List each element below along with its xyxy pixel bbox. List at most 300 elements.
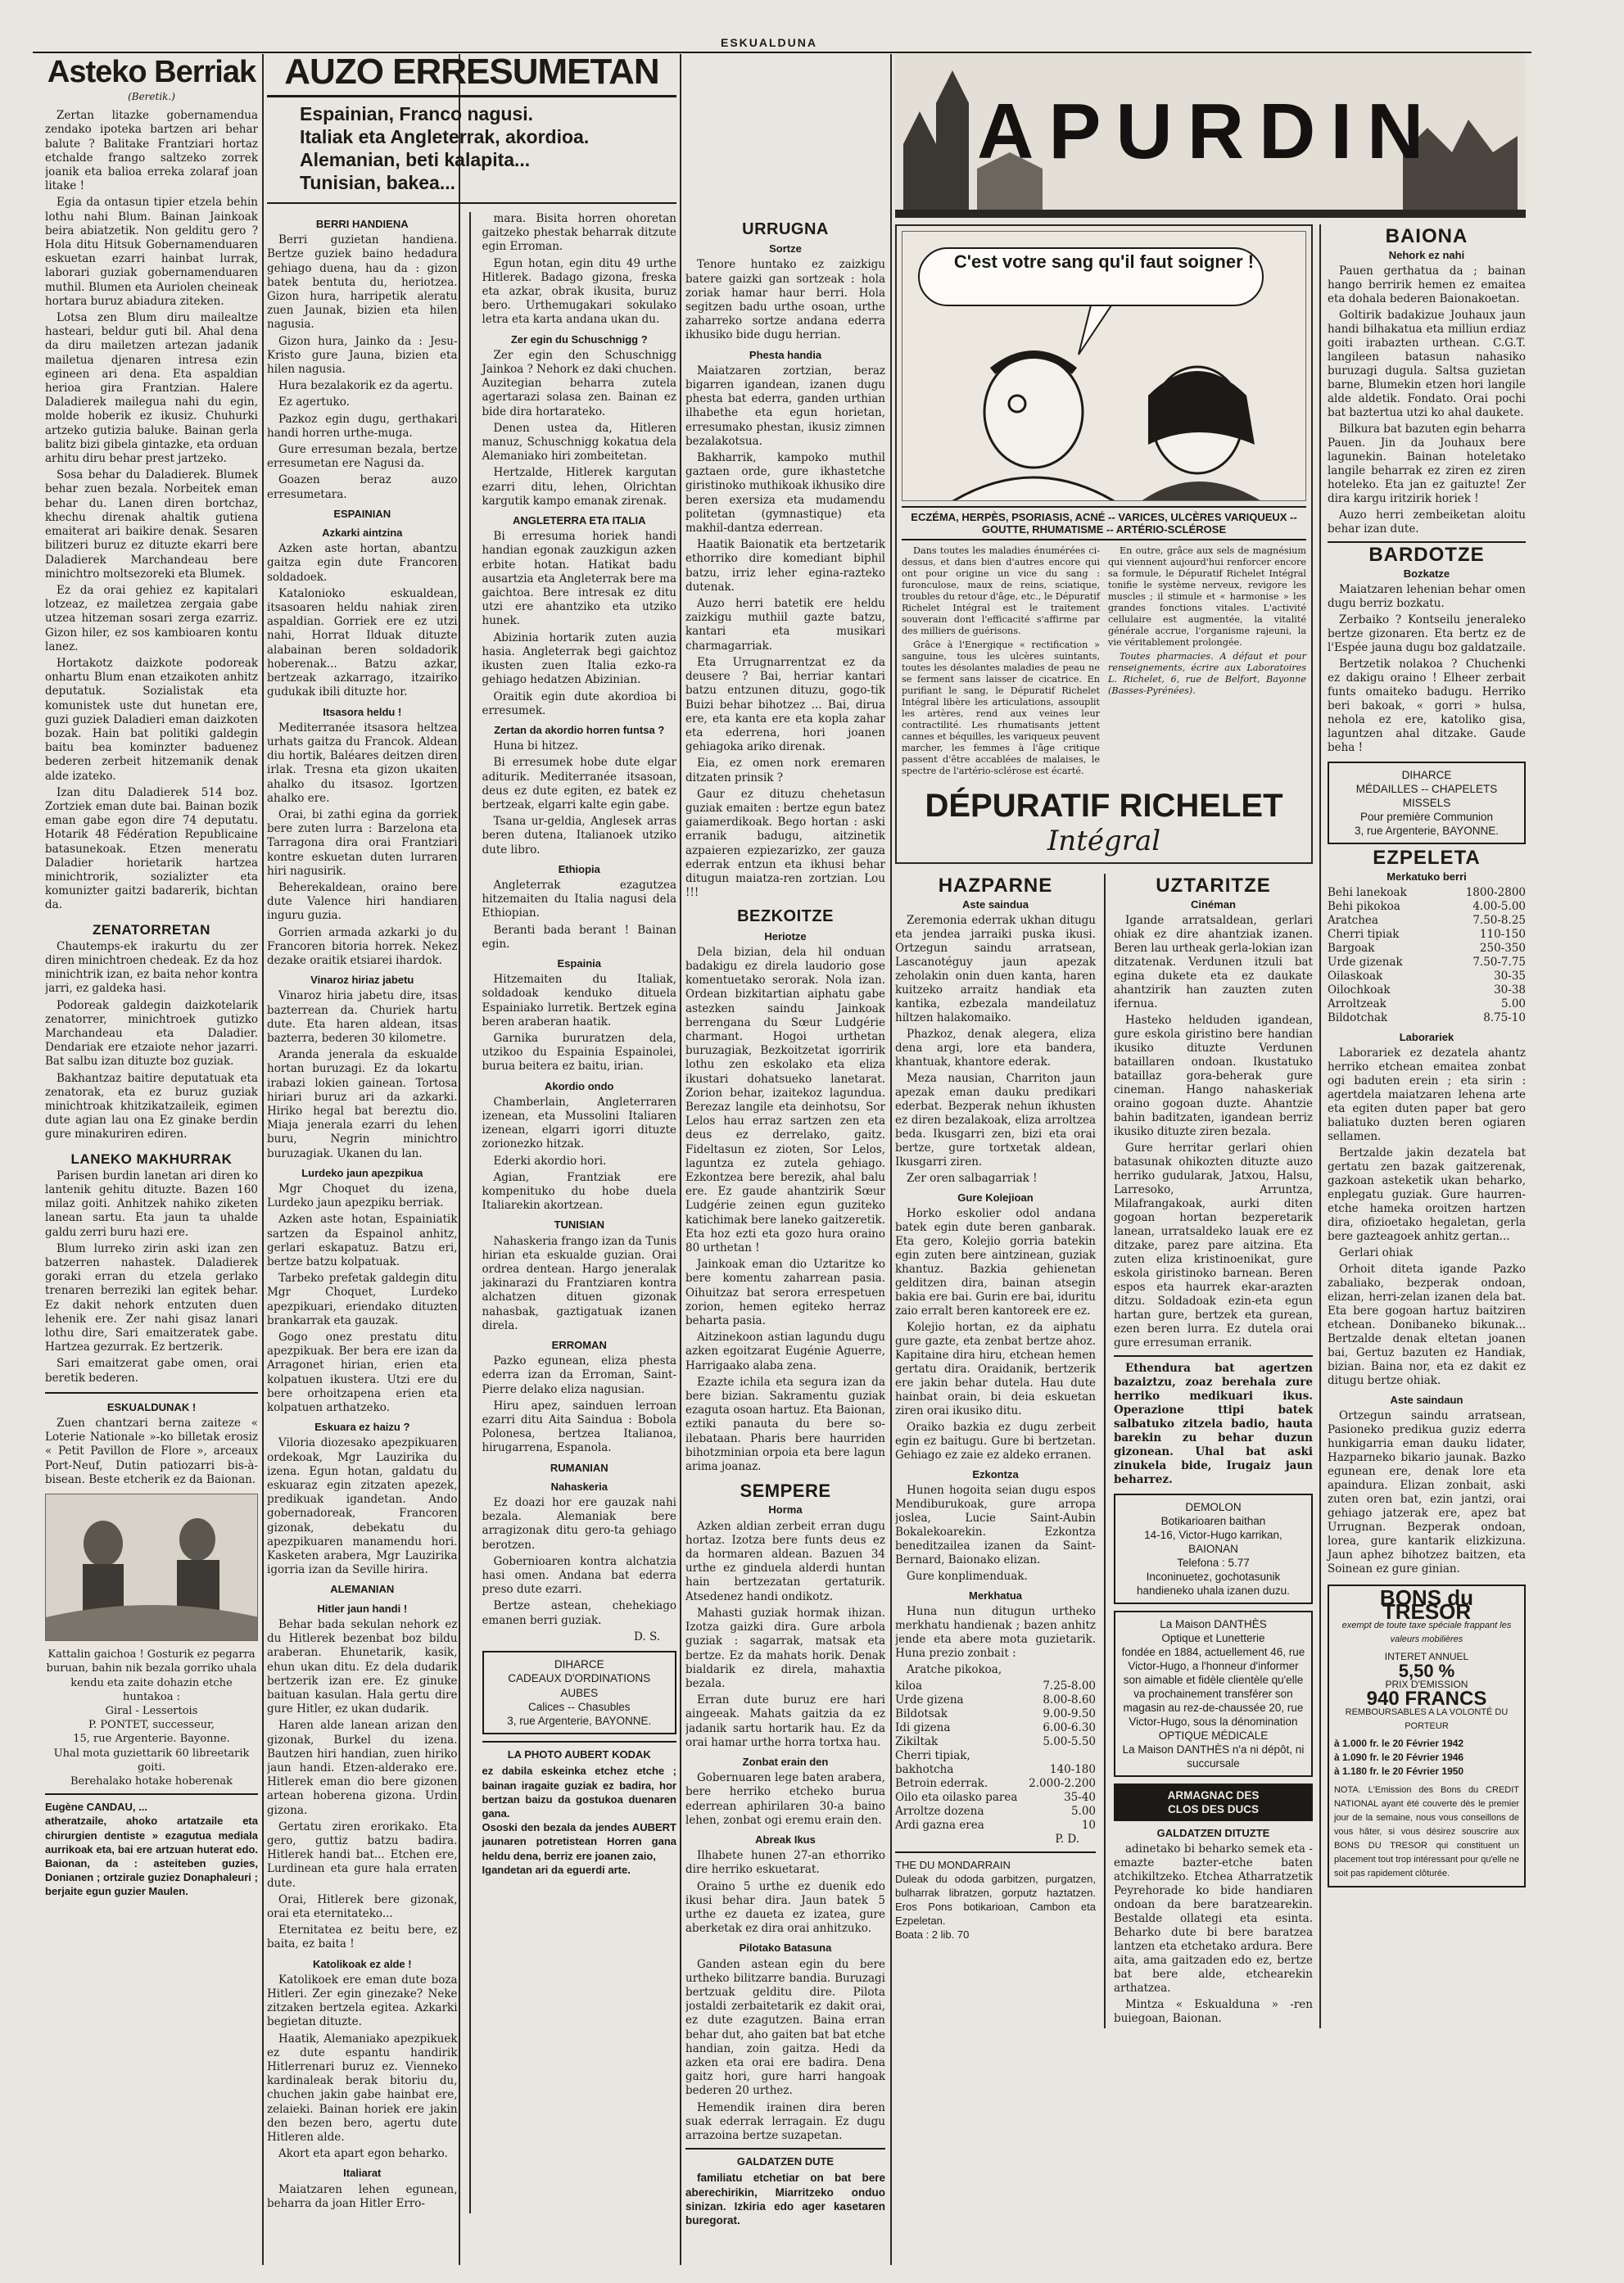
paragraph: Bakharrik, kampoko muthil gaztaen orde, gure ikhastetche giristinoko muthikoak ikhusiko dire beren exersiza eta mudamendu politetan (gymnastique) eta makhil-dantza ederrean. [685, 451, 885, 536]
ad-line: THE DU MONDARRAIN [895, 1859, 1011, 1871]
price-value: 7.25-8.00 [1043, 1679, 1096, 1693]
paragraph: Bi erresumek hobe dute elgar aditurik. Mediterranée itsasoan, deus ez dute egiten, ez batek ez bertzeak, elgarri kalte egin gabe. [482, 756, 676, 811]
article-body [45, 1417, 258, 1487]
paragraph: adinetako bi beharko semek eta -emazte bazter-etche baten atchikiltzeko. Etchea Atharratzetik Peyrehorade ko bide handiaren ondoan da bere baratzearekin. Bestalde ollategi eta esinta. Beharko dute bi bere baratzea lantzen eta etchetako ardura. Bere aita, ama gaitzaden edo ez, bertze bat bere alde, etchearekin arthatzea. [1113, 1842, 1313, 1995]
paragraph: Katolikoek ere eman dute boza Hitleri. Zer egin ginezake? Neke zitzaken bertzela egitea. Azkarki begietan dituzte. [267, 1973, 458, 2029]
paragraph: Mgr Choquet du izena, Lurdeko jaun apezpiku berriak. [267, 1182, 458, 1210]
price-row [895, 1721, 1096, 1735]
section-subtitle: Zertan da akordio horren funtsa ? [494, 723, 665, 736]
ad-line: La Maison DANTHÈS n'a ni dépôt, ni succursale [1122, 1743, 1305, 1770]
ad-line: Inconinuetez, gochotasunik handieneko uhala izanen duzu. [1137, 1571, 1290, 1597]
divider [1328, 541, 1526, 543]
section-subtitle: Sortze [769, 242, 802, 255]
paragraph: Gobernuaren lege baten arabera, bere herriko etcheko burua ederrean aphirilaren 30-a baino lehen, zonbat ogi eremu erain den. [685, 1771, 885, 1827]
ad-line: Eugène CANDAU, ... [45, 1801, 147, 1814]
paragraph: Izan ditu Daladierek 514 boz. Zortziek eman dute bai. Bainan bozik eman gabe egon dire 74 deputatu. Hotarik 48 Fédération Republicaine batasunekoak. Etzen meneratu Daladier horietarik hartzea minichtrorik, sozializter eta komunizter gaitzi badarerik, bichtan da. [45, 785, 258, 912]
price-item: Arroltzeak [1327, 997, 1387, 1010]
paragraph: Oraitik egin dute akordioa bi erresumek. [482, 689, 676, 717]
paragraph: Huna nun ditugun urtheko merkhatu handienak ; bazen anhitz jende eta abere mota guzietarik. Huna prezio zonbait : [895, 1605, 1096, 1660]
paragraph: Haatik Baionatik eta bertzetarik ethorriko dire komediant biphil batzu, irriz leher egina-razteko dutenak. [685, 538, 885, 594]
paragraph: Gure herritar gerlari ohien batasunak ohikozten dituzte auzo herriko gudularak, Jatxou, Halsu, Larresoko, Arruntza, Milafrangakoak, aurki diten gogoan hortan bezperetarik lanean, urratsaldeko lauak ere ez ditzake, parez pare aitzina. Eta zuten eliza kristinoenikat, gure eskola giristinoko barnean. Beren espos eta haurrek ekar-arazten ditzu. Soldadoak ezin-eta egun hartan gure, bertzek eta gurean, ezen beren lurra. Ez dutela orai gure erresuman erranik. [1113, 1142, 1313, 1349]
paragraph: Gure konplimenduak. [907, 1570, 1028, 1583]
paragraph: Maiatzaren lehen egunean, beharra da joan Hitler Erro- [267, 2182, 458, 2210]
paragraph: Abizinia hortarik zuten auzia hasia. Angleterrak begi gaichtoz ikusten zuen Italia ezko-ra gehiago hedatzen Abizinian. [482, 631, 676, 687]
paragraph: Ilhabete hunen 27-an ethorriko dire herriko eskuetarat. [685, 1849, 885, 1877]
paragraph: Viloria diozesako apezpikuaren ordekoak, Mgr Lauzirika du izena. Egun hotan, galdatu du eskuaraz egin zitzaten apezek, predikuak igandetan. Ando gobernadoreak, Francoren gizonak, debekatu du apezpikuaren manamendu hori. Kasketen arabera, Mgr Lauzirika igorria izan da Seville hirira. [267, 1436, 458, 1577]
ad-line: atheratzaile, ahoko artatzaile eta chirurgien dentiste » ezagutua mediala aurrikoak eta, bai ere artzuan huterat edo. Baionan, da : asteiteben guzies, Donianen ; ortzirale guziez Donaphaleuri ; berjaite egun guzier Maulen. [45, 1815, 258, 1898]
section-title: TUNISIAN [554, 1218, 604, 1232]
paragraph: Aitzinekoon astian lagundu dugu azken egoitzarat Eugénie Aguerre, Harrigaako alaba zena. [685, 1331, 885, 1372]
section-subtitle: Lurdeko jaun apezpikua [301, 1166, 423, 1179]
paragraph: Huna bi hitzez. [493, 739, 579, 753]
paragraph: Gertatu ziren erorikako. Eta gero, guttiz batzu badira. Hitlerek handi bat... Etchen ere, Lurdinean eta gure hala erraten dute. [267, 1820, 458, 1890]
divider [262, 54, 264, 2265]
price-value: 8.00-8.60 [1043, 1693, 1096, 1707]
section-subtitle: Akordio ondo [545, 1079, 614, 1092]
ad-line: 3, rue Argenterie, BAYONNE. [1354, 825, 1500, 837]
paragraph: Ez da orai gehiez ez kapitalari lotzeaz, ez mailetzea zergaia gabe utzea hitzeman sosari zerga ezarriz. Gizon hiler, ez sos kambioaren kontu lanez. [45, 583, 258, 653]
paragraph: Hertzalde, Hitlerek kargutan ezarri ditu, lehen, Olrichtan kargutik kampo emanak zirenak. [482, 466, 676, 508]
ad-line: 14-16, Victor-Hugo karrikan, [1144, 1529, 1282, 1541]
ad-line: Boata : 2 lib. 70 [895, 1928, 970, 1941]
ad-line: fondée en 1884, actuellement 46, rue Victor-Hugo, a l'honneur d'informer son aimable et fidèle clientèle qu'elle va prochainement transférer son magasin au rez-de-chaussée 20, rue Victor-Hugo, sous la dénomination [1121, 1646, 1305, 1728]
price-item: Bildotchak [1327, 1011, 1388, 1024]
price-value: 30-38 [1494, 983, 1526, 997]
ad-line: à 1.090 fr. le 20 Février 1946 [1333, 1752, 1464, 1763]
price-row [1328, 942, 1526, 956]
paragraph: Ez agertuko. [278, 396, 350, 409]
ad-text: Toutes pharmacies. A défaut et pour renseignements, écrire aux Laboratoires L. Richelet, 6, rue de Belfort, Bayonne (Basses-Pyrénées). [1108, 651, 1306, 696]
price-value: 140-180 [1049, 1763, 1096, 1776]
divider [1114, 1355, 1313, 1357]
paragraph: Gizon hura, Jainko da : Jesu-Kristo gure Jauna, bizien eta hilen nagusia. [267, 334, 458, 377]
price-row [895, 1763, 1096, 1777]
paragraph: Hemendik irainen dira beren suak ederrak lerragain. Ez dugu arrazoina bertze suzapetan. [685, 2100, 885, 2142]
paragraph: Horko eskolier odol andana batek egin dute beren ganbarak. Eta gero, Kolejio gorria batekin egin zuten bere aintzinean, guziak khantuz. Bazkia gehienetan gelditzen dira, bainan atsegin bakia ere bai. Gurin ere bai, iduritu zaio erralt beren kantoreek ere ez. [895, 1207, 1096, 1318]
paragraph: Akort eta apart egon beharko. [278, 2147, 448, 2161]
paragraph: Laborariek ez dezatela ahantz herriko etchean emaitea zonbat ogi baduten erein ; eta sirin : agertdela maiatzaren lehena arte eta egiten duten paper bat gero baliatuko duzten beren ogiaren sellamen. [1327, 1047, 1526, 1143]
paragraph: Parisen burdin lanetan ari diren ko lantenik gehitu dituzte. Bazen 160 milaz goiti. Anhitzek nahiko ziketen lanean sartu. Eta jaun ta uhalde galdu zerri buru hazi ere. [45, 1169, 258, 1239]
ad-line: Optique et Lunetterie [1161, 1632, 1265, 1644]
paragraph: Orai, bi zathi egina da gorriek bere zuten lurra : Barzelona eta Tarragona dira orai Frantziari kontre eskuetan duten lurraren hiri nagusirik. [267, 807, 458, 878]
section-subtitle: Phesta handia [749, 348, 822, 361]
section-title: ERROMAN [551, 1339, 607, 1352]
illustration-engraving [45, 1494, 258, 1641]
paragraph: Meza nausian, Charriton jaun apezak eman dauku predikari ederbat. Bezperak nehun ikhusten ez diren bezalakoak, eliza arroltzea beda. Ikusgarri zen, bizi eta orai bertze, gure tortxetak aldean, Ikusgarri ziren. [895, 1072, 1096, 1169]
price-value: 10 [1081, 1819, 1096, 1832]
paragraph: Ederki akordio hori. [493, 1154, 607, 1168]
paragraph: Zertan litazke gobernamendua zendako ipoteka bartzen ari behar balute ? Balitake Frantziari hortaz etchalde frango saltzeko zorrek joanik eta balioa erreka zolaraf joan litake ! [45, 109, 258, 193]
paragraph: Eia, ez omen nork eremaren ditzaten prinsik ? [685, 757, 885, 784]
paragraph: Chautemps-ek irakurtu du zer diren minichtroen chedeak. Ez da hoz minichtrik izan, ez baita nehor kontra jarri, ez galdeka hasi. [45, 939, 258, 996]
price-value: 7.50-7.75 [1472, 956, 1526, 969]
price-value: 250-350 [1479, 942, 1526, 955]
ad-line: ez dabila eskeinka etchez etche ; bainan iragaite guziak ez badira, hor bertzan baizu da gostukoa duenaren gana. [482, 1765, 676, 1820]
divider [45, 1392, 258, 1394]
ad-text: En outre, grâce aux sels de magnésium qui viennent aujourd'hui renforcer encore sa formule, le Dépuratif Richelet Intégral tonifie le système nerveux, revigore les muscles ; il stimule et « harmonise » les grandes fonctions vitales. L'activité cellulaire est augmentée, la vitalité générale accrue, l'organisme rajeuni, la vie véritablement prolongée. [1108, 545, 1306, 648]
column-1 [45, 54, 258, 2265]
ad-line: 15, rue Argenterie. Bayonne. [73, 1733, 230, 1746]
ad-line: AUBES [560, 1686, 599, 1699]
bons-interest-label: INTERET ANNUEL [1384, 1651, 1469, 1662]
paragraph: Oraino 5 urthe ez duenik edo ikusi behar dira. Jaun batek 5 urthe ez daueta ez izatea, gure aberketak ez dira orai anhitzuko. [685, 1879, 885, 1936]
price-row [895, 1679, 1096, 1693]
bons-interest: 5,50 % [1398, 1661, 1455, 1681]
section-subtitle: Aste saindua [962, 898, 1029, 911]
price-row [895, 1791, 1096, 1805]
ad-line: MISSELS [1402, 797, 1451, 809]
continued-label: (Beretik.) [128, 91, 175, 102]
price-item: Oilo eta oilasko parea [895, 1791, 1018, 1804]
paragraph: Ortzegun saindu arratsean, Pasioneko predikua guziz ederra hunkigarria eman dauku lidater, Hazparneko bikario jaunak. Bazko egunean ere, denak lore eta apaindura. Elizan zonbait, aski zuten oren bat, ezin jantzi, orai gehiago jatzerak ere, apez bat Urrugnan. Bezperak ondoan, lorea, gure kantarik elizkizuna. Jaun aphez bihotzez baitzen, eta Soinean ez gure ginian. [1327, 1409, 1526, 1575]
price-item: Oilochkoak [1327, 983, 1391, 997]
apurdin-title: APURDIN [977, 88, 1439, 175]
paragraph: Kolejio hortan, ez da aiphatu gure gazte, eta zenbat bertze ahoz. Kapitaine dira hiru, etchean hemen gertatu dira. Oraidanik, bertzerik ere jakin behar dutela. Hau dute hainbat orain, bi deia eskuetan ziren orai ikusiko ditu. [895, 1321, 1096, 1417]
price-value: 5.00 [1500, 997, 1526, 1010]
price-item: Idi gizena [895, 1721, 951, 1734]
price-value: 7.50-8.25 [1472, 914, 1526, 927]
divider [267, 202, 676, 204]
section-subtitle: Cinéman [1191, 898, 1236, 911]
paragraph: Beherekaldean, oraino bere dute Valence hiri handiaren inguru guzia. [267, 880, 458, 923]
price-item: Urde gizenak [1327, 956, 1403, 969]
price-value: 5.00 [1070, 1805, 1096, 1818]
paragraph: Hitzemaiten du Italiak, soldadoak kenduko dituela Espainiako lurretik. Bertzek egina beren araberan haatik. [482, 973, 676, 1028]
section-subtitle: Merkatuko berri [1387, 870, 1467, 883]
paragraph: Gogo onez prestatu ditu apezpikuak. Ber bera ere izan da Arragonet hirian, erien eta kolpatuen ikustera. Utzi ere du bere orhoitzapena erien eta kolpatuen arthatzeko. [267, 1331, 458, 1415]
paragraph: Goltirik badakizue Jouhaux jaun handi bilhakatua eta milliun erdiaz goiti irabazten urthean. C.G.T. langileen batasun nahasiko buruzagi dugula. Saltsa guzietan barne, Blumekin etzen hori langile alde aldetik. Fondato. Orai pochi bat baztertua utzi ko ahal daukete. [1327, 309, 1526, 419]
section-title: GALDATZEN DITUZTE [1156, 1827, 1270, 1839]
divider [890, 54, 892, 2265]
price-value: 30-35 [1494, 970, 1526, 983]
paragraph: Egun hotan, egin ditu 49 urthe Hitlerek. Badago gizona, freska eta azkar, obrak ikusita, buruz bero. Urthemugakari sokulako letra eta karta andana ukan du. [482, 256, 676, 327]
section-subtitle: Itsasora heldu ! [323, 705, 402, 718]
price-value: 1800-2800 [1465, 886, 1526, 899]
ad-disease-list: ECZÉMA, HERPÈS, PSORIASIS, ACNÉ -- VARICES, ULCÈRES VARIQUEUX -- GOUTTE, RHUMATISME -- ARTÉRIO-SCLÉROSE [902, 506, 1306, 540]
column-title: Asteko Berriak [47, 55, 256, 89]
ad-line: DIHARCE [554, 1658, 604, 1671]
ad-text: Dans toutes les maladies énumérées ci-dessus, et dans bien d'autres encore qui ont pour origine un vice du sang : furonculose, maux de reins, sciatique, troubles du retour d'âge, etc., le Dépuratif Richelet Intégral est le traitement souverain dont l'efficacité s'affirme par des milliers de guérisons. [902, 545, 1100, 636]
ad-diharce [482, 1651, 676, 1734]
paragraph: Oraiko bazkia ez dugu zerbeit egin ez baitugu. Gure bi bertzetan. Gehiago ez zaie ez aldeko erranen. [895, 1421, 1096, 1462]
section-title: BERRI HANDIENA [315, 218, 409, 230]
paragraph: Igande arratsaldean, gerlari ohiak ez dire ahantziak izanen. Beren lau urtheak gerla-lokian izan ditzatenak. Verdunen itzuli bat egina dukete eta ez daukate ahantzirik han zauzten zuten ifernua. [1113, 914, 1313, 1010]
paragraph: Haatik, Alemaniako apezpikuek ez dute espantu handirik Hitlerrenari buruz ez. Vienneko kardinaleak berak bitoriu du, chuchen jakin gabe hainbat ere, zelaieki. Bainan horiek ere jakin den bezen bero, agertu dute Hitleren alde. [267, 2032, 458, 2144]
paragraph: Gerlari ohiak [1338, 1246, 1413, 1259]
section-subtitle: Zonbat erain den [742, 1755, 829, 1768]
paragraph: Zuen chantzari berna zaiteze « Loterie Nationale »-ko billetak erosiz « Petit Pavillon de Flore », arceaux Port-Neuf, Dutin patiozarri bis-à-bisean. Beste etcherik ez da Baionan. [45, 1417, 258, 1486]
section-subtitle: Pilotako Batasuna [739, 1942, 832, 1955]
price-item: Urde gizena [895, 1693, 964, 1707]
ad-line: CADEAUX D'ORDINATIONS [508, 1672, 651, 1685]
column-title: AUZO ERRESUMETAN [284, 54, 659, 92]
paragraph: Pauen gerthatua da ; bainan hango berririk hemen ez emaitea eta dohala bederen Baionakoetan. [1327, 264, 1526, 305]
price-item: Bargoak [1327, 942, 1375, 955]
bons-sub: exempt de toute taxe spéciale frappant les valeurs mobilières [1341, 1621, 1512, 1644]
divider [895, 1851, 1096, 1853]
ad-danthes [1114, 1611, 1313, 1777]
paragraph: familiatu etchetiar on bat bere aberechirikin, Miarritzeko onduo sinizan. Izkiria edo ager kasetaren buregorat. [685, 2172, 885, 2227]
paragraph: Zer egin den Schuschnigg Jainkoa ? Nehork ez daki chuchen. Auzitegian beharra zutela agertarazi solasa zen. Bainan ez bide dira hortarateko. [482, 348, 676, 418]
price-value: 110-150 [1479, 928, 1526, 941]
ad-line: Kattalin gaichoa ! Gosturik ez pegarra buruan, bahin nik bezala gorriko uhala kendu eta zaite dohazin etche huntakoa : [46, 1648, 257, 1703]
paragraph: Angleterrak ezagutzea hitzemaiten du Italia nagusi dela Ethiopian. [482, 878, 676, 920]
section-title: HAZPARNE [938, 875, 1053, 897]
paragraph: Hasteko helduden igandean, gure eskola giristino bere handian ikusiko dituzte Verdunen bataillaren ondoan. Ikustatuko bataillaz gora-beherak gure cineman. Hango nahaskeriak oraino gogoan duzte. Ahantzie bahin baditzaten, igandean berriz ikusiko dituzte ziren bezala. [1113, 1014, 1313, 1138]
price-row [1328, 983, 1526, 997]
section-subtitle: Vinaroz hiriaz jabetu [310, 974, 414, 987]
price-item: Ardi gazna erea [895, 1819, 984, 1832]
paragraph: Zerbaiko ? Kontseilu jeneraleko bertze gizonaren. Eta bertz ez de l'Espée jauna dugu boz galdatzaile. [1327, 613, 1526, 654]
price-value: 5.00-5.50 [1043, 1735, 1096, 1748]
section-title: BARDOTZE [1368, 544, 1485, 566]
section-subtitle: Merkhatua [968, 1589, 1023, 1602]
paragraph: Beranti bada berant ! Bainan egin. [482, 923, 676, 951]
ad-line: DEMOLON [1185, 1501, 1242, 1513]
price-row [1328, 900, 1526, 914]
price-value: 4.00-5.00 [1472, 900, 1526, 913]
column-2 [267, 54, 676, 2265]
ad-line: à 1.000 fr. le 20 Février 1942 [1333, 1738, 1464, 1749]
paragraph: Auzo herri zembeiketan aloitu behar izan dute. [1327, 509, 1526, 536]
paragraph: Sari emaitzerat gabe omen, orai beretik bederen. [45, 1357, 258, 1385]
price-item: bakhotcha [895, 1763, 954, 1776]
price-item: kiloa [895, 1679, 922, 1693]
section-title: ALEMANIAN [330, 1583, 395, 1596]
price-item: Zikiltak [895, 1735, 939, 1748]
section-subtitle: Abreak Ikus [755, 1833, 816, 1846]
ad-line: Pour première Communion [1359, 811, 1494, 823]
section-title: LANEKO MAKHURRAK [70, 1151, 233, 1167]
divider [680, 54, 681, 2265]
ad-line: Italiak eta Angleterrak, akordioa. [300, 126, 590, 147]
paragraph: Orai, Hitlerek bere gizonak, orai eta eternitateko... [267, 1892, 458, 1920]
section-title: GALDATZEN DUTE [736, 2155, 835, 2168]
section-subtitle: Hitler jaun handi ! [317, 1602, 408, 1615]
paragraph: Hortakotz daizkote podoreak onhartu Blum enan etzaikoten anhitz deputatuk. Sozialistak eta komunistek uste dut hunetan ere, guzi guziek Daladieri eman daizkoten bozak. Hain bat politiki galdegin baitu bea kominzter baduenez bederen zerbeit hitzemanik denak alde izateko. [45, 656, 258, 783]
price-item: Cherri tipiak [1327, 928, 1400, 941]
ad-line: Tunisian, bakea... [300, 172, 456, 193]
paragraph: Blum lurreko zirin aski izan zen batzerren nahastek. Daladierek goraki erran du etzela gerlako trenaren berreziki lan egitek behar. Ez dakit nehork entzuten duen lehenik ere. Zer nahi gisaz lanari lothu dire, Sari emaitzeratek gabe. Hartzea gezurrak. Ez bertzerik. [45, 1241, 258, 1354]
paragraph: Ethendura bat agertzen bazaiztzu, zoaz berehala zure herriko medikuari ikus. Operazione ttipi batek salbatuko zitzela badio, hauta barekin zu behar duzun gizonean. Uhal bat aski zinukela bide, Irugaiz jaun beharrez. [1113, 1362, 1313, 1486]
section-title: URRUGNA [742, 220, 829, 238]
paragraph: Bilkura bat bazuten egin beharra Pauen. Jin da Jouhaux bere lagunekin. Bainan hoteletako langile beharrak ez ziren ez ziren hoteleko. Eta jan ez gaituzte! Zer dira kargu iritzirik horiek ! [1327, 423, 1526, 505]
paragraph: Goazen beraz auzo erresumetara. [267, 473, 458, 501]
ad-line: Igandetan ari da eguerdi arte. [482, 1863, 631, 1876]
section-title: BAIONA [1385, 225, 1468, 247]
ad-line: MÉDAILLES -- CHAPELETS [1355, 783, 1498, 795]
section-subtitle: Ethiopia [558, 862, 600, 875]
ad-depuratif [895, 224, 1313, 864]
ad-product-name: DÉPURATIF RICHELET [925, 788, 1283, 824]
section-subtitle: Heriotze [764, 929, 807, 943]
section-title: BEZKOITZE [737, 907, 834, 926]
paragraph: Bi erresuma horiek handi handian egonak zauzkigun azken erbite hotan. Hatikat badu ausartzia eta Angleterrak bere ma gaichtoa. Bere intresak ez ditu utzi ere ahantziko eta utziko hunek. [482, 530, 676, 628]
paragraph: Lotsa zen Blum diru mailealtze hasteari, beldur guti bil. Ahal dena da diru mailetzen artezan jadanik mailetua djenaren intresa ezin egineen ari dena. Eta aspaldian herioa gira Frantzian. Halere Daladierek mailegua nahi du egin, molde hoberik ez ikusiz. Chuhurki artzeko gutizia baluke. Bainan gerla balitz bizi gibela gintazke, eta orduan arhitu diru behar prest jartzeko. [45, 311, 258, 466]
section-title: ESKUALDUNAK ! [106, 1400, 197, 1413]
paragraph: Mahasti guziak hormak ihizan. Izotza gaizki dira. Gure arbola guziak : sagarrak, matsak eta bertze. Ez da mahats horik. Denak bialdarik ez direla, mahaxtia bezala. [685, 1606, 885, 1690]
price-row [1328, 886, 1526, 900]
headline-subtitle [267, 102, 676, 194]
section-title: EZPELETA [1373, 847, 1481, 869]
ad-line: Giral - Lessertois [105, 1704, 198, 1717]
section-subtitle: Katolikoak ez alde ! [312, 1957, 412, 1970]
ad-line: Calices -- Chasubles [527, 1700, 631, 1713]
article-body [45, 940, 258, 1142]
paragraph: Ezazte ichila eta segura izan da bere bizian. Sakramentu guziak ezaguta osoan hartuz. Eta Baionan, eztiki panauta du bere so-ilebataan. Pharis bere haurriden bihotzminian orpoia eta bere lagun arima joanaz. [685, 1375, 885, 1474]
paragraph: Ganden astean egin du bere urtheko bilitzarre bandia. Buruzagi bertzuak gelditu dire. Pilota jostaldi zerbaitetarik ez dakit orai, ez dute ezagutzen. Baina erran behar dut, aho gaiten bat bat etche handian, zoin gaitza. Hedi da azken eta orai ere badira. Dena gaitz hori, gure harri hangoak bederen 20 urthez. [685, 1957, 885, 2098]
paragraph: Azken aldian zerbeit erran dugu hortaz. Izotza bere funts deus ez da hormaren aldean. Bazuen 34 urthe ez ginduela alderdi huntan hain bertzezatan gertaturik. Atsedenez handi ondikotz. [685, 1519, 885, 1603]
bons-price-label: PRIX D'EMISSION [1385, 1679, 1468, 1690]
bons-title: BONS du TRESOR [1379, 1585, 1474, 1624]
section-subtitle: Azkarki aintzina [322, 527, 403, 540]
ad-line: Duleak du ododa garbitzen, purgatzen, bulharrak libratzen, gorputz haztatzen. Eros Pons botikarioan, Cambon eta Ezpeletan. [895, 1873, 1096, 1927]
price-row [895, 1749, 1096, 1763]
masthead-paper: ESKUALDUNA [721, 36, 817, 49]
paragraph: Jainkoak eman dio Uztaritze ko bere komentu zaharrean pasia. Oihuitzaz bat serora errespetuen zorion, hemen egiteko herraz beharta pasia. [685, 1258, 885, 1328]
price-item: Aratchea [1327, 914, 1378, 927]
price-row [1328, 928, 1526, 942]
price-item: Behi lanekoak [1327, 886, 1407, 899]
price-value: 35-40 [1064, 1791, 1096, 1804]
masthead-rule [33, 52, 1531, 53]
section-subtitle: Bozkatze [1403, 567, 1450, 580]
paragraph: Maiatzaren zortzian, beraz bigarren igandean, izanen dugu phesta bat ederra, ganden urthian ilhabethe eta egun horietan, erresumako phestan, ikusiz zimnen bezalakotsua. [685, 364, 885, 448]
paragraph: Eternitatea ez beitu bere, ez baita, ez baita ! [267, 1924, 458, 1951]
signature: D. S. [634, 1630, 660, 1643]
section-subtitle: Aste saindaun [1390, 1394, 1463, 1406]
section-subtitle: Laborariek [1399, 1031, 1454, 1043]
price-row [895, 1693, 1096, 1707]
column-4 [685, 66, 885, 2260]
price-row [895, 1735, 1096, 1749]
ad-bons-tresor [1328, 1585, 1526, 1887]
paragraph: Aranda jenerala da eskualde hortan buruzagi. Ez da lokartu irabazi lokien gainean. Tortosa hiriari buruz ari da azkarki. Hiriko hegal bat bereztu dio. Miaja jenerala ezarri du lehen buru, Negrin minichtro buruzagiak. Ukanen du lan. [267, 1048, 458, 1160]
paragraph: Auzo herri batetik ere heldu zaizkigu muthiil gazte batzu, kantari eta musikari charmagarriak. [685, 597, 885, 653]
ad-text: Grâce à l'Energique « rectification » sanguine, tous les ulcères suintants, toutes les désolantes maladies de peau ne se ferment sans laisser de cicatrice. En purifiant le sang, le Dépuratif Richelet Intégral libère les articulations, assouplit les artères, rend aux veines leur contractilité. Les rhumatisants jettent cannes et béquilles, les variqueux peuvent marcher, les femmes à l'âge critique passent d'être accablées de malaises, le spectre de l'artério-sclérose est écarté. [902, 640, 1100, 776]
section-subtitle: Italiarat [343, 2167, 382, 2180]
paragraph: Pazko egunean, eliza phesta ederra izan da Erroman, Saint-Pierre delako eliza nagusian. [482, 1354, 676, 1396]
ad-armagnac [1114, 1783, 1313, 1821]
section-subtitle: Ezkontza [972, 1468, 1019, 1481]
divider [685, 2148, 885, 2150]
price-item: Oilaskoak [1327, 970, 1383, 983]
paragraph: Aratche pikokoa, [907, 1663, 1002, 1676]
ad-line: Botikarioaren baithan [1160, 1515, 1266, 1527]
price-value: 6.00-6.30 [1043, 1721, 1096, 1734]
paragraph: Bakhantzaz baitire deputatuak eta zenatorak, eta ez buruz guziak minichtroak khitzikatzaileik, egimen dute agian lau ona Ez ginake berdin gure minakuriren ediren. [45, 1071, 258, 1142]
price-row [895, 1819, 1096, 1833]
ad-product-name-sub: Intégral [1047, 825, 1161, 857]
bons-note: NOTA. L'Emission des Bons du CREDIT NATIONAL ayant été couverte dès le premier jour de la semaine, nous vous conseillons de vous hâter, si vous désirez souscrire aux BONS DU TRESOR qui constituent un placement tout trop intéressant pour qu'elle ne soit pas rapidement clôturée. [1333, 1785, 1519, 1878]
section-subtitle: Zer egin du Schuschnigg ? [510, 332, 648, 346]
paragraph: Nahaskeria frango izan da Tunis hirian eta eskualde guzian. Orai ordrea dentean. Hargo jeneralak jakinarazi du Frantziaren kontra alchatzen dituen gizonak nahasbak, gaztigatuak izanen direla. [482, 1234, 676, 1332]
ad-line: DIHARCE [1401, 769, 1452, 781]
paragraph: Phazkoz, denak alegera, eliza dena argi, lore eta bandera, khantuak, khantore ederak. [895, 1028, 1096, 1069]
paragraph: Gaur ez dituzu chehetasun guziak emaiten : bertze egun batez gaiamerdikoak. Bego hortan : aski erranik badugu, aitzinetik azpaieren ezpiezarizko, zer gauza ederrak entzun eta ikhusi behar ditugun maiatza-ren zortzian. Lou !!! [685, 787, 885, 900]
price-value: 8.75-10 [1483, 1011, 1526, 1024]
price-item: Arroltze dozena [895, 1805, 984, 1818]
ad-line: Espainian, Franco nagusi. [300, 103, 534, 124]
paragraph: Hunen hogoita seian dugu espos Mendiburukoak, gure arropa joslea, Lucie Saint-Aubin Bokalekoarekin. Ezkontza beneditzailea izanen da Saint-Bernard, Baionako elizan. [895, 1484, 1096, 1566]
section-subtitle: Espainia [557, 956, 601, 970]
paragraph: Maiatzaren lehenian behar omen dugu berriz bozkatu. [1327, 583, 1526, 610]
ad-demolon [1114, 1494, 1313, 1604]
price-row [1328, 970, 1526, 983]
price-item: Cherri tipiak, [895, 1749, 970, 1762]
section-subtitle: Nahaskeria [550, 1480, 608, 1493]
ad-speech: C'est votre sang qu'il faut soigner ! [953, 251, 1255, 272]
article-body [45, 1169, 258, 1386]
price-value: 2.000-2.200 [1029, 1777, 1096, 1790]
section-title: UZTARITZE [1156, 875, 1271, 897]
paragraph: Gorrien armada azkarki jo du Francoren bitoria horrek. Nekez dezake oraitik etsiarei ihardok. [267, 925, 458, 967]
section-title: SEMPERE [740, 1481, 831, 1502]
paragraph: Denen ustea da, Hitleren manuz, Schuschnigg kokatua dela Alemaniako hiri zombeitetan. [482, 421, 676, 463]
price-item: Behi pikokoa [1327, 900, 1400, 913]
paragraph: Hiru apez, sainduen lerroan ezarri ditu Aita Saindua : Bobola Polonesa, bertzea Italianoa, hirugarrena, Espanola. [482, 1399, 676, 1455]
paragraph: Azken aste hortan, abantzu gaitza egin dute Francoren soldadoek. [267, 542, 458, 584]
section-title: ANGLETERRA ETA ITALIA [513, 514, 646, 527]
paragraph: Zer oren salbagarriak ! [907, 1172, 1038, 1185]
ad-block [45, 1648, 258, 1788]
price-item: Betroin ederrak. [895, 1777, 988, 1790]
ad-diharce [1328, 762, 1526, 844]
paragraph: Azken aste hotan, Espainiatik sartzen da Espainol anhitz, gerlari eskapatuz. Batzu eri, bertze batzu kolpatuak. [267, 1213, 458, 1269]
paragraph: Bertzetik nolakoa ? Chuchenki ez dakigu oraino ! Elheer zerbait funts omaiteko badugu. Herriko beri bakoak, « gorri » hulsa, nehola ez ere, katoliko gisa, laguntzen ahal ditzake. Gaude beha ! [1327, 658, 1526, 754]
ad-line: 3, rue Argenterie, BAYONNE. [507, 1714, 652, 1727]
ad-line: P. PONTET, successeur, [88, 1719, 215, 1732]
ad-line: Alemanian, beti kalapita... [300, 149, 531, 170]
ad-title: LA PHOTO AUBERT KODAK [507, 1748, 651, 1761]
bons-redeem: REMBOURSABLES A LA VOLONTÉ DU PORTEUR [1345, 1707, 1509, 1731]
ad-line: BAIONAN [1188, 1543, 1238, 1555]
paragraph: Eta Urrugnarrentzat ez da deusere ? Bai, herriar kantari batzu entzunen dituzu, gogo-tik Buizi behar bihotzez ... Bai, dirua ere, eta kanta ere eta kopla zahar eta ederrena, hori joanen gehiagoka ariko direnak. [685, 655, 885, 754]
price-row [1328, 997, 1526, 1011]
divider [45, 1793, 258, 1795]
paragraph: Haren alde lanean arizan den gizonak, Burkel du izena. Bautzen hiri handian, zuen hiriko jaun handi. Etzen-alderako ere. Hitlerek eman dio bere gizonen artean hoberena gizona. Urdin gizona. [267, 1719, 458, 1817]
price-row [895, 1805, 1096, 1819]
bons-price: 940 FRANCS [1366, 1688, 1487, 1710]
divider [482, 1741, 676, 1743]
section-subtitle: Horma [768, 1503, 803, 1517]
paragraph: Mediterranée itsasora heltzea urhats gaitza du Francok. Aldean diu hortik, Baléares deitzen diren irlak. Tresna eta gizon ukaiten ahalko du itsasoz. Igortzen ahalko ere. [267, 721, 458, 805]
section-title: ESPAINIAN [333, 507, 391, 520]
section-subtitle: Nehork ez nahi [1388, 249, 1465, 261]
paragraph: Egia da ontasun tipier etzela behin lothu nahi Blum. Bainan Jainkoak beira abiatzetik. Non gelditu gero ? Hola ditu Hitsuk Gobernamenduaren eskuetan ezarri hainbat lurrak, laborari guziak gobernamenduaren muthil. Blumen eta Auriolen cheineak hortara buruz abiadura ziteken. [45, 196, 258, 308]
paragraph: Zeremonia ederrak ukhan ditugu eta jendea jarraiki puska ikusi. Ortzegun saindu arratsean, Lascanotéguy jaun apezak zeholakin onin duen kanta, haren kuitzeko arraitz handiak eta kantika, ezbezala mandeilatuz hiltzen halakomaiko. [895, 914, 1096, 1024]
paragraph: Garnika bururatzen dela, utzikoo du Espainia Espainolei, burua beitera ez baitu, irian. [482, 1031, 676, 1074]
paragraph: Sosa behar du Daladierek. Blumek behar zuen bezala. Norbeitek eman behar du. Lanen diren bortchaz, khechu direnak ahaltik gutiena emaiterat ari baikire denak. Sesaren bilitzeri buruz ez dituzte ekarri bere Daladierek Marchandeau bere minichtro moltsezoreki eta Blumek. [45, 468, 258, 581]
paragraph: Tarbeko prefetak galdegin ditu Mgr Choquet, Lurdeko apezpikuari, eriendako dituzten brankarrak eta gauzak. [267, 1272, 458, 1327]
section-title: RUMANIAN [550, 1461, 608, 1474]
apurdin-masthead [895, 54, 1526, 218]
article-body [45, 109, 258, 912]
ad-line: OPTIQUE MÉDICALE [1158, 1729, 1269, 1742]
paragraph: Tenore huntako ez zaizkigu batere gaizki gan sortzeak : hola zoriak hamar haur berri. Hola segitzen badu urthe osoan, urthe zaharreko sortze andana ederra ikhusiko bide dugu herrian. [685, 258, 885, 342]
paragraph: mara. Bisita horren ohoretan gaitzeko phestak beharrak ditzute egin Erroman. [482, 212, 676, 254]
paragraph: Podoreak galdegin daizkotelarik zenatorrer, minichtroek gutizko Marchandeau eta Daladier. Dendariak ere etzaiote nehor jazarri. Bat salbu izan dituzte boz guziak. [45, 998, 258, 1069]
paragraph: Gure erresuman bezala, bertze erresumetan ere Nagusi da. [267, 443, 458, 471]
paragraph: Pazkoz egin dugu, gerthakari handi horren urthe-muga. [267, 412, 458, 440]
ad-block [45, 1800, 258, 1898]
paragraph: Gobernioaren kontra alchatzia hasi omen. Andana bat ederra preso dute ezarri. [482, 1554, 676, 1597]
section-subtitle: Gure Kolejioan [957, 1191, 1034, 1204]
price-row [1328, 1011, 1526, 1025]
section-subtitle: Eskuara ez haizu ? [314, 1421, 410, 1434]
paragraph: Vinaroz hiria jabetu dire, itsas bazterrean da. Churiek hartu dute. Eta haren aldean, itsas bazterra, bederen 30 kilometre. [267, 989, 458, 1045]
paragraph: Bertze astean, chehekiago emanen berri guziak. [482, 1599, 676, 1627]
